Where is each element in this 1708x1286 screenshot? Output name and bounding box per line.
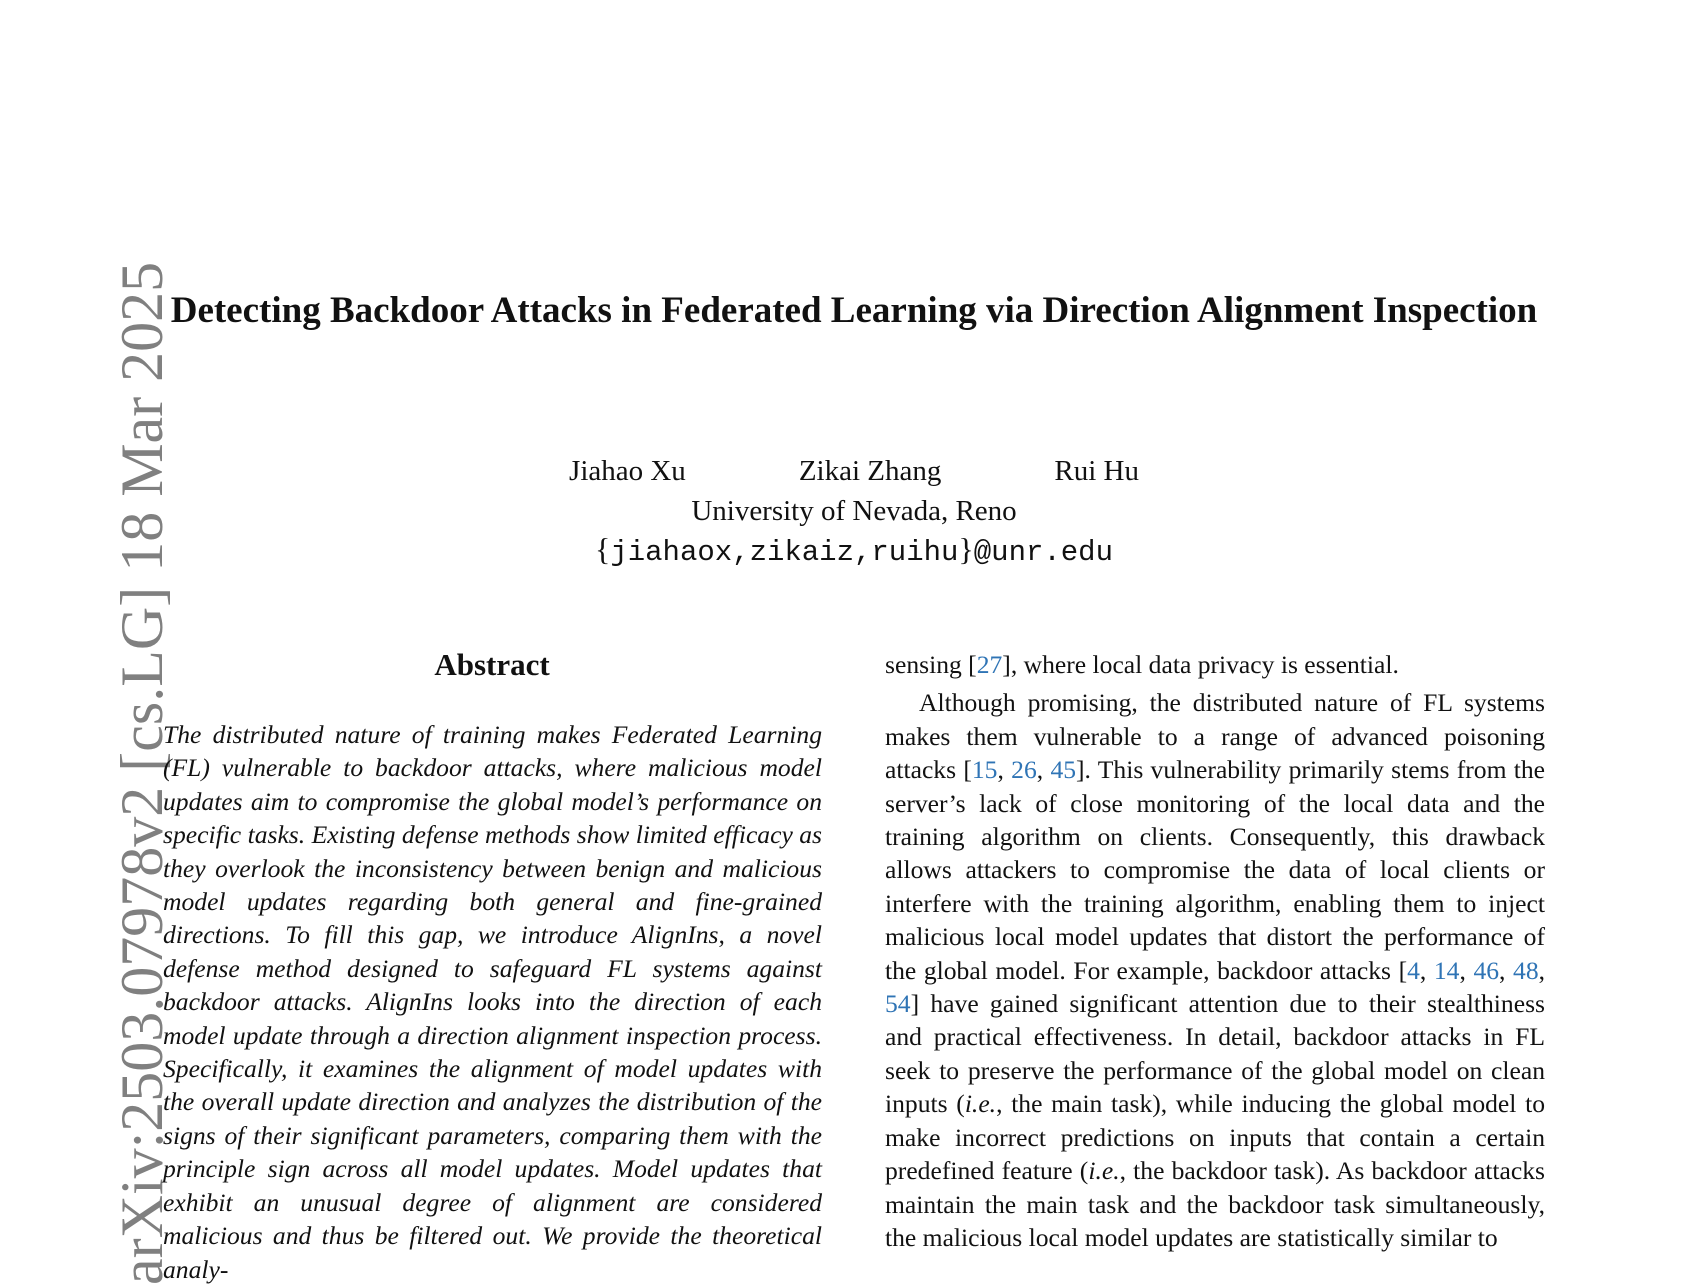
intro-column <box>885 648 1545 1254</box>
text: , <box>1036 755 1051 785</box>
citation-link[interactable]: 54 <box>885 989 911 1019</box>
author-emails <box>0 530 1708 572</box>
text: , <box>1499 955 1514 985</box>
abstract-text: The distributed nature of training makes Federated Learning (FL) vulnerable to backdoor attacks, where malicious model updates aim to compromise the global model’s performance on specific tasks. Existing defense methods show limited efficacy as they overlook the inconsistency between benign and malicious model updates regarding both general and fine-grained directions. To fill this gap, we introduce AlignIns, a novel defense method designed to safeguard FL systems against backdoor attacks. AlignIns looks into the direction of each model update through a direction alignment inspection process. Specifically, it examines the alignment of model updates with the overall update direction and analyzes the distribution of the signs of their significant parameters, comparing them with the principle sign across all model updates. Model updates that exhibit an unusual degree of alignment are considered malicious and thus be filtered out. We provide the theoretical analy- <box>163 720 822 1284</box>
author-name: Rui Hu <box>1054 455 1139 487</box>
text: , <box>1538 955 1546 985</box>
citation-link[interactable]: 26 <box>1011 755 1037 785</box>
paragraph <box>885 686 1545 1254</box>
paragraph <box>885 648 1545 681</box>
abstract-heading: Abstract <box>434 647 550 682</box>
author-name: Zikai Zhang <box>798 455 942 487</box>
arxiv-stamp-container <box>0 261 175 1285</box>
email-domain: @unr.edu <box>973 536 1113 569</box>
arxiv-stamp: arXiv:2503.07978v2 [cs.LG] 18 Mar 2025 <box>109 261 175 1285</box>
citation-link[interactable]: 45 <box>1050 755 1077 785</box>
email-brace-open: { <box>594 531 611 567</box>
text-italic: i.e. <box>1088 1156 1120 1186</box>
text: , the backdoor task). As backdoor attacks maintain the main task and the backdoor task simultaneously, the malicious local model updates are statistically similar to <box>885 1156 1545 1252</box>
email-users: jiahaox,zikaiz,ruihu <box>610 536 959 569</box>
paper-title: Detecting Backdoor Attacks in Federated Learning via Direction Alignment Inspection <box>170 290 1538 331</box>
text: , <box>1459 955 1474 985</box>
text: sensing [ <box>885 650 977 679</box>
citation-link[interactable]: 46 <box>1473 955 1500 985</box>
text: ], where local data privacy is essential. <box>1002 650 1399 679</box>
email-brace-close: } <box>958 531 974 567</box>
citation-link[interactable]: 27 <box>976 650 1003 679</box>
citation-link[interactable]: 14 <box>1433 955 1460 985</box>
text-italic: i.e. <box>964 1089 997 1119</box>
citation-link[interactable]: 48 <box>1513 955 1539 985</box>
author-list <box>0 452 1708 490</box>
text: Although promising, the distributed nature of FL systems makes them vulnerable to a range of advanced poisoning attacks [ <box>885 688 1545 785</box>
text: ] have gained significant attention due to their stealthiness and practical effectiveness. In detail, backdoor attacks in FL seek to preserve the performance of the global model on clean inputs ( <box>885 989 1545 1119</box>
citation-link[interactable]: 4 <box>1407 955 1420 985</box>
author-name: Jiahao Xu <box>569 455 686 487</box>
text: ]. This vulnerability primarily stems from the server’s lack of close monitoring of the local data and the training algorithm on clients. Consequently, this drawback allows attackers to compromise the data of local clients or interfere with the training algorithm, enabling them to inject malicious local model updates that distort the performance of the global model. For example, backdoor attacks [ <box>885 755 1546 985</box>
text: , <box>997 755 1012 785</box>
affiliation: University of Nevada, Reno <box>691 495 1017 527</box>
text: , <box>1419 955 1434 985</box>
text: , the main task), while inducing the global model to make incorrect predictions on inputs that contain a certain predefined feature ( <box>885 1089 1545 1186</box>
citation-link[interactable]: 15 <box>971 755 998 785</box>
